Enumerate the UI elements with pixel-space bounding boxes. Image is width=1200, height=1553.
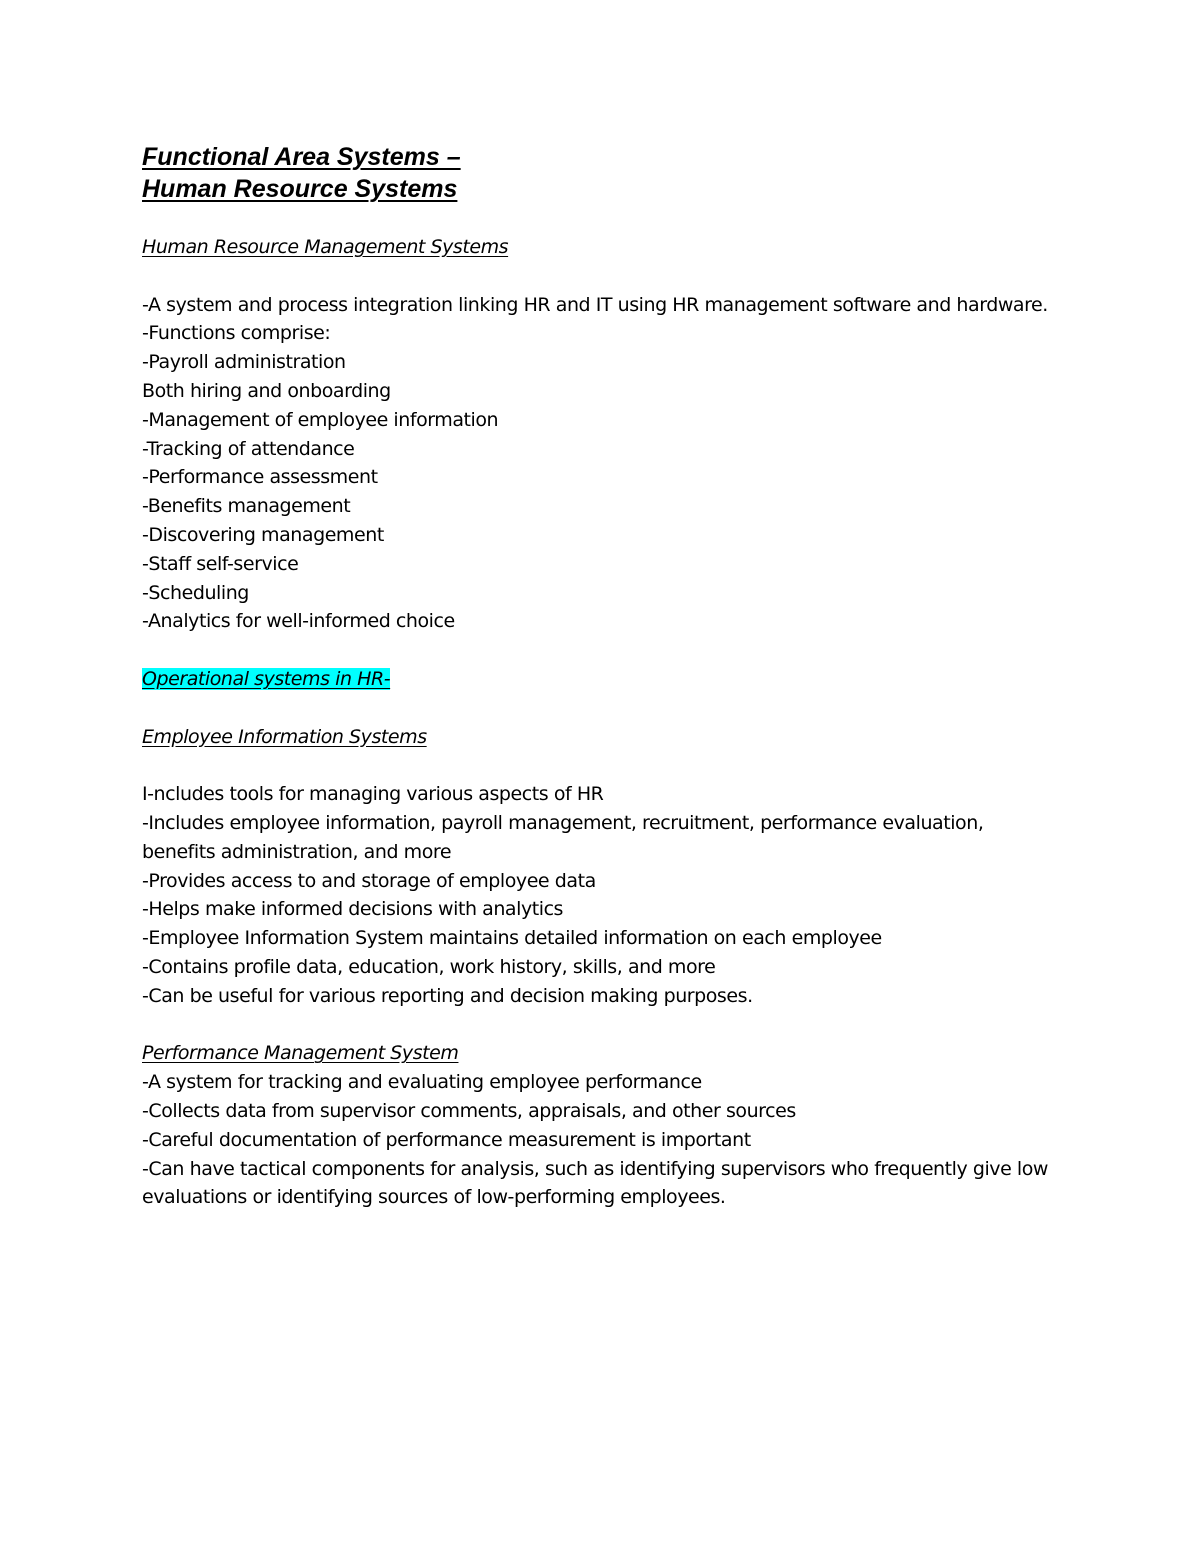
hrms-list-item: -Benefits management [142,495,351,518]
section-heading-operational [142,665,1062,694]
eis-list-item: -Includes employee information, payroll management, recruitment, performance evaluation, benefits administration, and more [142,811,984,863]
pms-list-item: -A system for tracking and evaluating employee performance [142,1071,702,1094]
eis-list-item: -Helps make informed decisions with analytics [142,898,564,921]
eis-list-item: -Contains profile data, education, work history, skills, and more [142,955,716,978]
pms-list-item: -Collects data from supervisor comments, appraisals, and other sources [142,1099,796,1122]
highlighted-heading-text: Operational systems in HR- [142,667,391,690]
hrms-list-item: -Performance assessment [142,466,378,489]
eis-list-item: I-ncludes tools for managing various aspects of HR [142,783,604,806]
eis-list-item: -Employee Information System maintains detailed information on each employee [142,927,882,950]
hrms-list-item: -Discovering management [142,523,384,546]
section-heading-hrms: Human Resource Management Systems [142,236,509,258]
hrms-list-item: -Analytics for well-informed choice [142,610,455,633]
hrms-list-item: -Scheduling [142,581,249,604]
hrms-list-item: -Tracking of attendance [142,437,355,460]
pms-list-item: -Can have tactical components for analysis, such as identifying supervisors who frequently give low evaluations or identifying sources of low-performing employees. [142,1157,1049,1209]
eis-list-item: -Can be useful for various reporting and decision making purposes. [142,984,753,1007]
eis-list-item: -Provides access to and storage of employee data [142,869,596,892]
title-line-2: Human Resource Systems [142,175,458,203]
hrms-list-item: -Functions comprise: [142,322,331,345]
document-body [142,233,1062,1212]
hrms-list-item: -Staff self-service [142,552,299,575]
hrms-list-item: -Payroll administration [142,351,346,374]
hrms-intro-paragraph: -A system and process integration linking HR and IT using HR management software and hardware. [142,293,1048,316]
pms-list-item: -Careful documentation of performance measurement is important [142,1128,751,1151]
section-heading-eis: Employee Information Systems [142,725,427,748]
hrms-list-item: Both hiring and onboarding [142,379,391,402]
title-line-1: Functional Area Systems – [142,143,461,171]
document-title [142,141,461,205]
hrms-list-item: -Management of employee information [142,408,499,431]
section-heading-pms: Performance Management System [142,1042,459,1065]
